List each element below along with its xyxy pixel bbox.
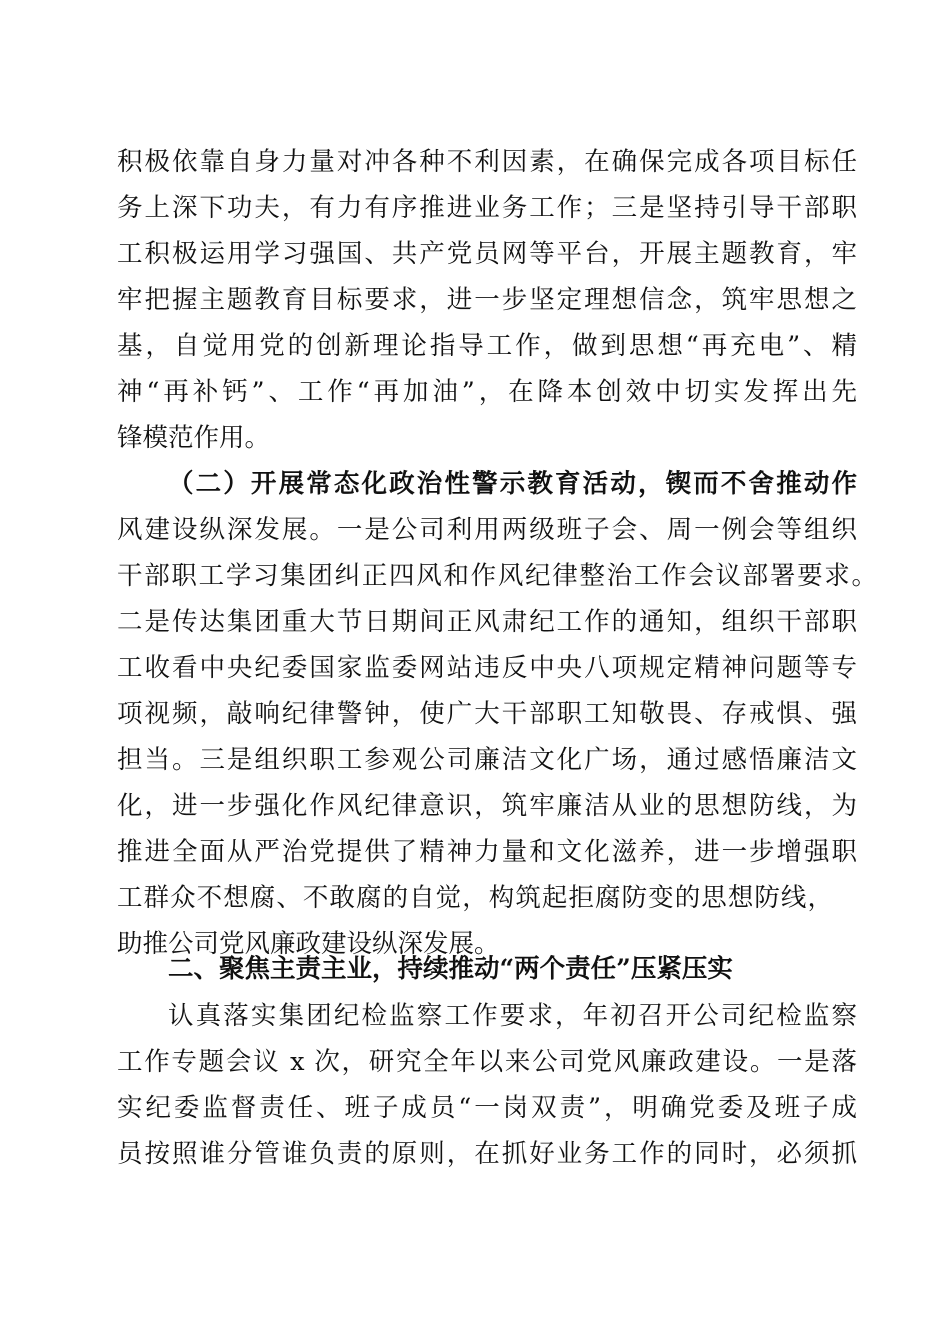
body-text-line: 务上深下功夫，有力有序推进业务工作；三是坚持引导干部职: [117, 193, 857, 223]
section-heading: 二、聚焦主责主业，持续推动“两个责任”压紧压实: [168, 954, 733, 984]
body-text-line: 神“再补钙”、工作“再加油”，在降本创效中切实发挥出先: [117, 377, 857, 407]
body-text-line: 锋模范作用。: [117, 423, 271, 453]
body-text-line: 工积极运用学习强国、共产党员网等平台，开展主题教育，牢: [117, 239, 857, 269]
body-text-line: 风建设纵深发展。一是公司利用两级班子会、周一例会等组织: [117, 515, 857, 545]
body-text-line: 工群众不想腐、不敢腐的自觉，构筑起拒腐防变的思想防线，: [117, 883, 833, 913]
body-text-line: 化，进一步强化作风纪律意识，筑牢廉洁从业的思想防线，为: [117, 791, 857, 821]
body-text-line: 推进全面从严治党提供了精神力量和文化滋养，进一步增强职: [117, 837, 857, 867]
body-text-line: 认真落实集团纪检监察工作要求，年初召开公司纪检监察: [168, 1001, 857, 1031]
body-text-line: 积极依靠自身力量对冲各种不利因素，在确保完成各项目标任: [117, 147, 857, 177]
body-text-line: 员按照谁分管谁负责的原则，在抓好业务工作的同时，必须抓: [117, 1139, 857, 1169]
body-text-line: 二是传达集团重大节日期间正风肃纪工作的通知，组织干部职: [117, 607, 857, 637]
subsection-heading-line: （二）开展常态化政治性警示教育活动，锲而不舍推动作: [168, 469, 857, 499]
body-text-line: 基，自觉用党的创新理论指导工作，做到思想“再充电”、精: [117, 331, 857, 361]
body-text-line: 担当。三是组织职工参观公司廉洁文化广场，通过感悟廉洁文: [117, 745, 857, 775]
body-text-line: 助推公司党风廉政建设纵深发展。: [117, 929, 500, 959]
body-text-line: 干部职工学习集团纠正四风和作风纪律整治工作会议部署要求。: [117, 561, 877, 591]
body-text-line: 实纪委监督责任、班子成员“一岗双责”，明确党委及班子成: [117, 1093, 857, 1123]
body-text-line: 牢把握主题教育目标要求，进一步坚定理想信念，筑牢思想之: [117, 285, 857, 315]
body-text-line: 项视频，敲响纪律警钟，使广大干部职工知敬畏、存戒惧、强: [117, 699, 857, 729]
body-text-line: 工作专题会议 x 次，研究全年以来公司党风廉政建设。一是落: [117, 1047, 857, 1077]
body-text-line: 工收看中央纪委国家监委网站违反中央八项规定精神问题等专: [117, 653, 857, 683]
